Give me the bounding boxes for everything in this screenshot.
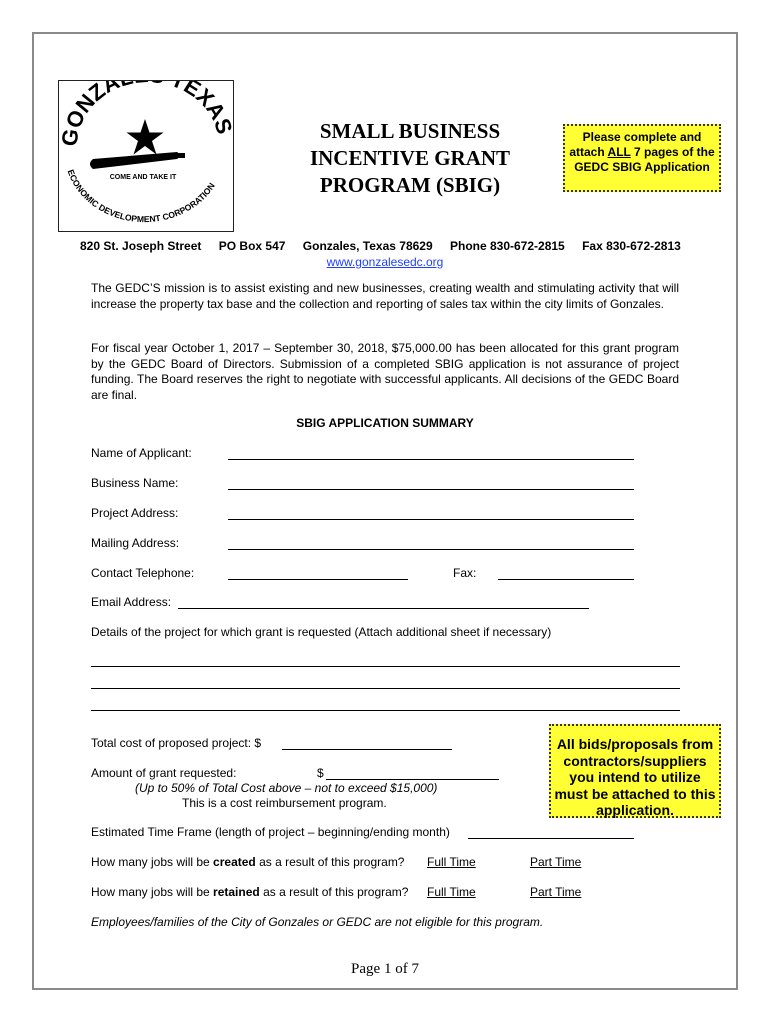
time-frame-label: Estimated Time Frame (length of project – beginning/ending month) bbox=[91, 825, 450, 839]
jobs-created-question bbox=[91, 855, 404, 869]
project-details-line-1[interactable] bbox=[91, 666, 680, 667]
logo-org-text: ECONOMIC DEVELOPMENT CORPORATION bbox=[65, 168, 217, 225]
jobs-retained-full-time-field[interactable]: Full Time bbox=[427, 885, 476, 899]
application-summary-heading: SBIG APPLICATION SUMMARY bbox=[296, 416, 474, 430]
total-cost-field[interactable] bbox=[282, 749, 452, 750]
po-box: PO Box 547 bbox=[218, 239, 286, 253]
city-state-zip: Gonzales, Texas 78629 bbox=[302, 239, 433, 253]
fax-field[interactable] bbox=[498, 579, 634, 580]
time-frame-field[interactable] bbox=[468, 838, 634, 839]
page-number: Page 1 of 7 bbox=[351, 961, 419, 977]
note-emphasis: ALL bbox=[607, 145, 631, 159]
project-address-label: Project Address: bbox=[91, 506, 179, 520]
complete-all-pages-note bbox=[563, 124, 721, 192]
fax-label: Fax: bbox=[453, 566, 477, 580]
gedc-logo bbox=[58, 80, 234, 232]
jobs-retained-pre: How many jobs will be bbox=[91, 885, 214, 899]
contact-telephone-field[interactable] bbox=[228, 579, 408, 580]
star-icon bbox=[127, 119, 164, 155]
logo-slogan: COME AND TAKE IT bbox=[109, 174, 177, 181]
grant-requested-label: Amount of grant requested: bbox=[91, 766, 237, 780]
grant-requested-field[interactable] bbox=[326, 779, 499, 780]
website-link[interactable]: www.gonzalesedc.org bbox=[326, 255, 444, 269]
grant-dollar-sign: $ bbox=[317, 766, 324, 780]
jobs-retained-question bbox=[91, 885, 408, 899]
jobs-created-post: as a result of this program? bbox=[255, 855, 405, 869]
phone-number: Phone 830-672-2815 bbox=[449, 239, 565, 253]
logo-arc-text: GONZA EXA bbox=[59, 81, 231, 148]
project-details-line-3[interactable] bbox=[91, 710, 680, 711]
fiscal-year-paragraph: For fiscal year October 1, 2017 – September 30, 2018, $75,000.00 has been allocated for this grant program by the GEDC Board of Directors. Submission of a completed SBIG application is not assurance of project funding. The Board reserves the right to negotiate with successful applicants. All decisions of the GEDC Board are final. bbox=[91, 341, 679, 402]
jobs-created-part-time-field[interactable]: Part Time bbox=[530, 855, 582, 869]
note-pre: Please complete and attach bbox=[569, 130, 702, 159]
jobs-retained-post: as a result of this program? bbox=[259, 885, 409, 899]
mailing-address-field[interactable] bbox=[228, 549, 634, 550]
note-post: 7 pages of the GEDC SBIG Application bbox=[574, 145, 715, 174]
jobs-created-full-time-field[interactable]: Full Time bbox=[427, 855, 476, 869]
jobs-retained-emphasis: retained bbox=[213, 885, 260, 899]
email-address-field[interactable] bbox=[178, 608, 589, 609]
title-line-2: INCENTIVE GRANT bbox=[309, 146, 511, 170]
jobs-retained-part-time-field[interactable]: Part Time bbox=[530, 885, 582, 899]
bids-attachment-note: All bids/proposals from contractors/suppliers you intend to utilize must be attached to this application. bbox=[549, 724, 721, 818]
jobs-created-emphasis: created bbox=[213, 855, 256, 869]
project-details-label: Details of the project for which grant is requested (Attach additional sheet if necessary) bbox=[91, 625, 552, 639]
applicant-name-label: Name of Applicant: bbox=[91, 446, 192, 460]
project-address-field[interactable] bbox=[228, 519, 634, 520]
email-address-label: Email Address: bbox=[91, 595, 172, 609]
mission-paragraph: The GEDC’S mission is to assist existing and new businesses, creating wealth and stimulating activity that will increase the property tax base and the collection and reporting of sales tax within the city limits of Gonzales. bbox=[91, 281, 679, 311]
page-title bbox=[290, 118, 530, 199]
total-cost-label: Total cost of proposed project: $ bbox=[91, 736, 262, 750]
jobs-created-pre: How many jobs will be bbox=[91, 855, 214, 869]
fax-number: Fax 830-672-2813 bbox=[582, 239, 681, 253]
title-line-1: SMALL BUSINESS bbox=[319, 119, 501, 143]
street-address: 820 St. Joseph Street bbox=[80, 239, 202, 253]
business-name-label: Business Name: bbox=[91, 476, 179, 490]
eligibility-note: Employees/families of the City of Gonzales or GEDC are not eligible for this program. bbox=[91, 915, 544, 929]
applicant-name-field[interactable] bbox=[228, 459, 634, 460]
cannon-icon bbox=[90, 152, 185, 169]
mailing-address-label: Mailing Address: bbox=[91, 536, 180, 550]
contact-telephone-label: Contact Telephone: bbox=[91, 566, 195, 580]
business-name-field[interactable] bbox=[228, 489, 634, 490]
project-details-line-2[interactable] bbox=[91, 688, 680, 689]
contact-line bbox=[80, 239, 700, 253]
title-line-3: PROGRAM (SBIG) bbox=[319, 173, 501, 197]
reimbursement-note: This is a cost reimbursement program. bbox=[182, 796, 387, 810]
grant-limit-note: (Up to 50% of Total Cost above – not to exceed $15,000) bbox=[135, 781, 438, 795]
